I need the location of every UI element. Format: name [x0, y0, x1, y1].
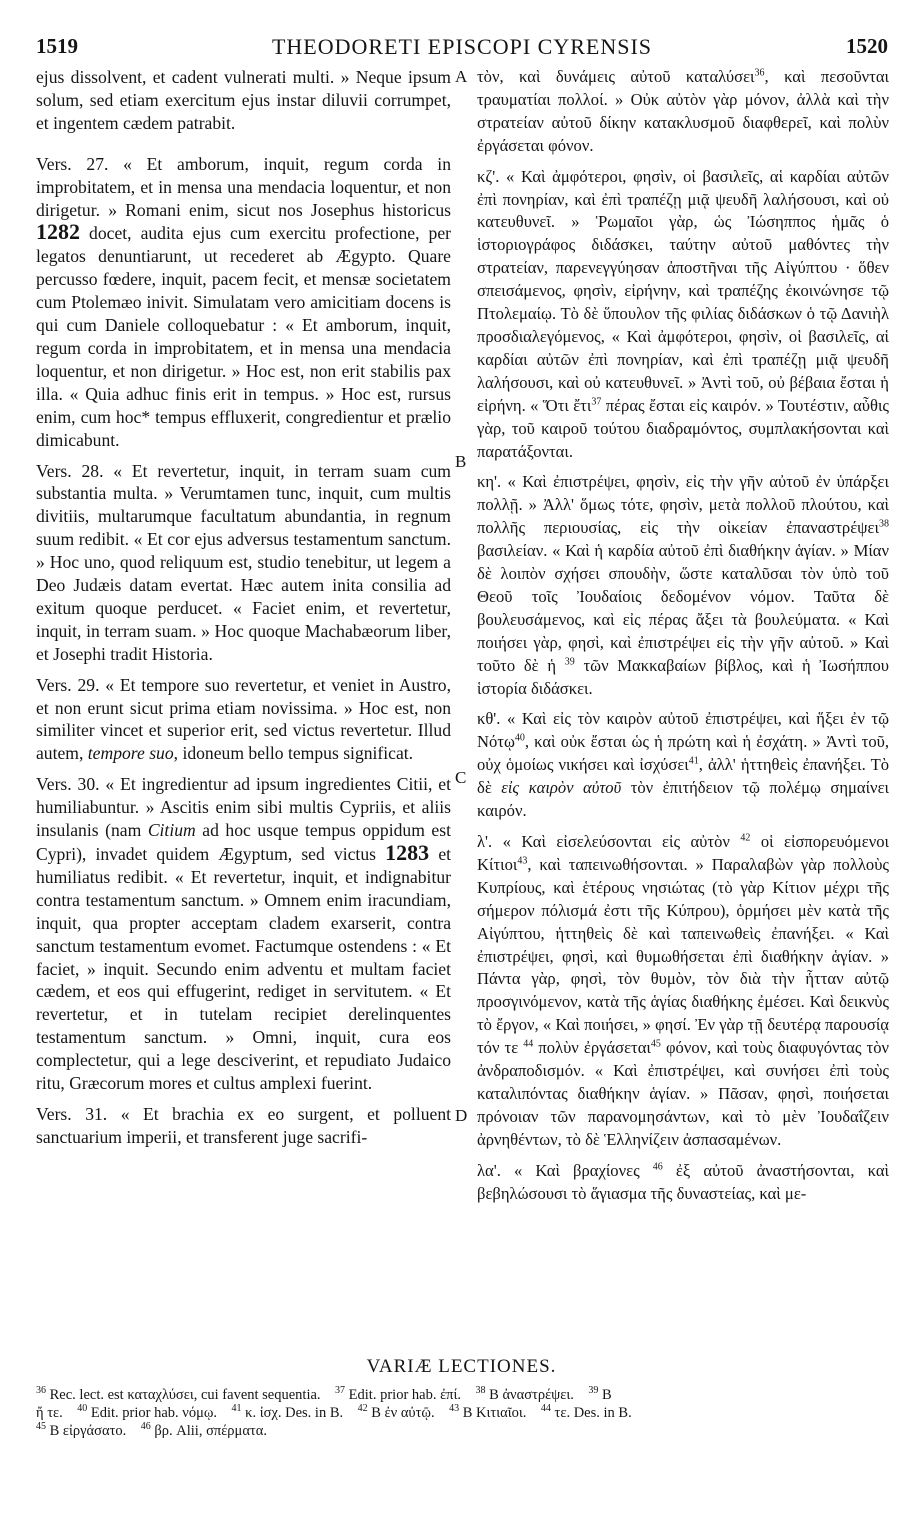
margin-mark-d: D — [455, 1106, 468, 1125]
notes-line — [36, 1386, 888, 1404]
note-number: 40 — [77, 1403, 88, 1415]
page-header — [36, 34, 888, 64]
note-text: κ. ἰσχ. Des. in B. — [245, 1405, 344, 1421]
margin-mark-c: C — [455, 768, 467, 787]
note-ref: 37 — [591, 396, 602, 408]
greek-column — [477, 66, 889, 1352]
note-number: 46 — [140, 1421, 151, 1433]
note-ref: 38 — [879, 518, 889, 530]
running-title: THEODORETI EPISCOPI CYRENSIS — [271, 34, 653, 59]
latin-paragraph: Vers. 31. « Et brachia ex eo surgent, et polluent sanctuarium imperii, et transferent juge sacrifi- — [36, 1103, 451, 1147]
note-number: 42 — [357, 1403, 368, 1415]
margin-mark-b: B — [455, 452, 467, 471]
note-text: B Κιτιαῖοι. — [462, 1405, 527, 1421]
greek-paragraph: κζ'. « Καὶ ἀμφότεροι, φησὶν, οἱ βασιλεῖς, αἱ καρδίαι αὐτῶν ἐπὶ πονηρίαν, καὶ ἐπὶ τραπέζῃ μιᾷ ψευδῆ λαλήσουσι, καὶ οὐ κατευθυνεῖ. » Ῥωμαῖοι γὰρ, ὡς Ἰώσηππος ἡμᾶς ὁ ἱστοριογράφος διδάσκει, ταύτην αὐτοῦ μαθόντες τὴν στρατείαν, παρενεγγύησαν ἀποστῆναι τῆς Αἰγύπτου · ὅθεν σπεισάμενος, φησὶν, εἰρήνην, καὶ τραπέζης ἐκοινώνησε τῷ Πτολεμαίῳ. Τὸ δὲ ὕπουλον τῆς φιλίας διδάσκων ὁ τῷ Δανιὴλ προσδιαλεγόμενος, « Καὶ ἀμφότεροι, φησὶν, οἱ βασιλεῖς, αἱ καρδίαι αὐτῶν ἐπὶ πονηρίαν, καὶ ἐπὶ τραπέζῃ μιᾷ ψευδῆ λαλήσουσι, καὶ οὐ κατευθυνεῖ. » Ἀντὶ τοῦ, οὐ βέβαια ἔσται ἡ εἰρήνη. « Ὅτι ἔτι$^{37}$ πέρας ἔσται εἰς καιρόν. » Τουτέστιν, αὖθις γὰρ, τοῦ καιροῦ τούτου διαδραμόντος, συμπλακήσονται καὶ παρατάξονται. — [477, 166, 889, 461]
note-text: τε. Des. in B. — [554, 1405, 632, 1421]
note-number: 43 — [449, 1403, 460, 1415]
greek-paragraph: λα'. « Καὶ βραχίονες $^{46}$ ἐξ αὐτοῦ ἀναστήσονται, καὶ βεβηλώσουσι τὸ ἅγιασμα τῆς δυναστείας, καὶ με- — [477, 1160, 889, 1203]
note-text: Edit. prior hab. ἐπί. — [348, 1387, 462, 1403]
note-ref: 39 — [564, 656, 575, 668]
note-ref: 44 — [523, 1038, 534, 1050]
note-ref: 42 — [740, 832, 751, 844]
page-number-left: 1519 — [36, 34, 78, 58]
note-text: ἤ τε. — [36, 1405, 63, 1421]
latin-paragraph: Vers. 28. « Et revertetur, inquit, in terram suam cum substantia multa. » Verumtamen tunc, inquit, cum multis divitiis, multarumque facultatum abundantia, in regnum suum redibit. « Et cor ejus adversus testamentum sanctum. » Hoc uno, quod reliquum est, studio tenebitur, ut legem a Deo Judæis datam evertat. Hæc autem inita consilia ad exitum quoque perducet. « Faciet enim, et revertetur, inquit, in terram suam. » Hoc quoque Machabæorum liber, et Josephi tradit Historia. — [36, 460, 451, 664]
latin-paragraph: Vers. 30. « Et ingredientur ad ipsum ingredientes Citii, et humiliabuntur. » Ascitis enim sibi multis Cypriis, et aliis insulanis (nam Citium ad hoc usque tempus oppidum est Cypri), invadet quidem Ægyptum, sed victus 1283 et humiliatus redibit. « Et revertetur, inquit, et indignabitur contra testamentum sanctum. » Omnem enim iracundiam, inquit, qua propter acceptam cladem exarserit, contra sanctum testamentum evomet. Factumque ostendens : « Et faciet, » inquit. Secundo enim adventu et multam faciet cædem, et eos qui effugerint, rediget in servitutem. « Et revertetur, et in tutelam recipiet derelinquentes testamentum sanctum. » Omni, inquit, cura eos complectetur, qui a lege desciverint, et repudiato Judaico ritu, Græcorum mores et cultus amplexi fuerint. — [36, 774, 451, 1094]
note-ref: 41 — [688, 755, 699, 767]
note-text: B ἐν αὐτῷ. — [371, 1405, 435, 1421]
note-ref: 36 — [754, 67, 765, 79]
note-number: 41 — [231, 1403, 242, 1415]
latin-paragraph: Vers. 29. « Et tempore suo revertetur, et veniet in Austro, et non erunt sicut prima etiam novissima. » Hoc est, non similiter vincet et superior erit, sed victus revertetur. Illud autem, tempore suo, idoneum bello tempus significat. — [36, 674, 451, 764]
note-number: 38 — [475, 1385, 486, 1397]
notes-line — [36, 1404, 888, 1422]
greek-paragraph: κη'. « Καὶ ἐπιστρέψει, φησὶν, εἰς τὴν γῆν αὐτοῦ ἐν ὑπάρξει πολλῇ. » Ἀλλ' ὅμως τότε, φησὶν, μετὰ πολλοῦ πλούτου, καὶ πολλῆς περιουσίας, εἰς τὴν οἰκείαν ἐπαναστρέψει$^{38}$ βασιλείαν. « Καὶ ἡ καρδία αὐτοῦ ἐπὶ διαθήκην ἁγίαν. » Μίαν δὲ λοιπὸν σχήσει σπουδὴν, ὥστε καταλῦσαι τὸν ὑπὸ τοῦ Θεοῦ τοῖς Ἰουδαίοις δεδομένον νόμον. Ταῦτα δὲ βουλευσάμενος, καὶ εἰς πέρας ἄξει τὰ βουλεύματα. « Καὶ ποιήσει γὰρ, φησὶ, καὶ ἐπιστρέψει εἰς τὴν γῆν αὐτοῦ. » Καὶ τοῦτο δὲ ἡ $^{39}$ τῶν Μακκαβαίων βίβλος, καὶ ἡ Ἰωσήππου ἱστορία διδάσκει. — [477, 472, 889, 698]
margin-mark-a: A — [455, 67, 468, 86]
greek-paragraph: τὸν, καὶ δυνάμεις αὐτοῦ καταλύσει$^{36}$, καὶ πεσοῦνται τραυματίαι πολλοί. » Οὐκ αὐτὸν γὰρ μόνον, ἀλλὰ καὶ τὴν στρατείαν αὐτοῦ δίκην κατακλυσμοῦ διαφθερεῖ, καὶ πολὺν ἐργάσεται φόνον. — [477, 67, 889, 155]
note-number: 45 — [36, 1421, 46, 1433]
latin-column — [36, 66, 451, 1352]
note-text: B — [602, 1387, 612, 1403]
notes-line — [36, 1422, 888, 1440]
greek-paragraph: κθ'. « Καὶ εἰς τὸν καιρὸν αὐτοῦ ἐπιστρέψει, καὶ ἥξει ἐν τῷ Νότῳ$^{40}$, καὶ οὐκ ἔσται ὡς ἡ πρώτη καὶ ἡ ἐσχάτη. » Ἀντὶ τοῦ, οὐχ ὁμοίως νικήσει καὶ ἰσχύσει$^{41}$, ἀλλ' ἡττηθεὶς ἐπανήξει. Τὸ δὲ εἰς καιρὸν αὐτοῦ τὸν ἐπιτήδειον τῷ πολέμῳ σημαίνει καιρόν. — [477, 709, 889, 821]
page-number-right: 1520 — [846, 34, 888, 58]
column-number: 1283 — [385, 840, 430, 865]
latin-paragraph: ejus dissolvent, et cadent vulnerati multi. » Neque ipsum solum, sed etiam exercitum ejus instar diluvii corrumpet, et ingentem cædem patrabit. — [36, 67, 451, 133]
note-ref: 45 — [650, 1038, 661, 1050]
note-ref: 46 — [652, 1161, 663, 1173]
greek-paragraph: λ'. « Καὶ εἰσελεύσονται εἰς αὐτὸν $^{42}$ οἱ εἰσπορευόμενοι Κίτιοι$^{43}$, καὶ ταπεινωθήσονται. » Παραλαβὼν γὰρ πολλοὺς Κυπρίους, καὶ ἑτέρους νησιώτας (τὸ γὰρ Κίτιον μέχρι τῆς σήμερον πόλισμά ἐστι τῆς Κύπρου), ὁρμήσει μὲν κατὰ τῆς Αἰγύπτου, ἡττηθεὶς δὲ καὶ ταπεινωθεὶς ἐπανήξει. « Καὶ ἐπιστρέψει, φησὶ, καὶ θυμωθήσεται ἐπὶ διαθήκην ἁγίαν. » Πάντα γὰρ, φησὶ, τὸν θυμὸν, τὸν διὰ τὴν ἧτταν αὐτῷ προσγινόμενον, κατὰ τῆς ἁγίας διαθήκης ἐμέσει. Καὶ δεικνὺς τὸ ἔργον, « Καὶ ποιήσει, » φησί. Ἐν γὰρ τῇ δευτέρᾳ παρουσίᾳ τόν τε $^{44}$ πολὺν ἐργάσεται$^{45}$ φόνον, καὶ τοὺς διαφυγόντας τὸν ἀνδραποδισμόν. « Καὶ ἐπιστρέψει, καὶ συνήσει ἐπὶ τοὺς καταλιπόντας διαθήκην ἁγίαν. » Πᾶσαν, φησὶ, ποιήσεται πρόνοιαν τῶν παρανομησάντων, καὶ τὸ μὲν Ἰουδαΐζειν ἀρνηθέντων, τὸ δὲ Ἑλληνίζειν ἀσπασαμένων. — [477, 832, 889, 1149]
note-text: B ἀναστρέψει. — [489, 1387, 574, 1403]
latin-paragraph: Vers. 27. « Et amborum, inquit, regum corda in improbitatem, et in mensa una mendacia loquentur, et non dirigetur. » Romani enim, sicut nos Josephus historicus 1282 docet, audita ejus cum exercitu profectione, per legatos denuntiarunt, ut recederet ab Ægypto. Quare percusso fœdere, inquit, pacem fecit, et mensæ societatem cum Ptolemæo inivit. Simulatam vero amicitiam docens is qui cum Daniele colloquebatur : « Et amborum, inquit, regum corda in improbitatem, et in mensa una mendacia loquentur, et non dirigetur. » Hoc est, non erit stabilis pax illa. « Quia adhuc finis erit in tempus. » Hoc est, rursus enim, cum hoc* tempus effluxerit, congredientur et prælio dimicabunt. — [36, 153, 451, 450]
note-text: B εἰργάσατο. — [49, 1423, 127, 1439]
note-number: 36 — [36, 1385, 46, 1397]
note-text: Rec. lect. est καταχλύσει, cui favent sequentia. — [49, 1387, 321, 1403]
column-number: 1282 — [36, 219, 80, 245]
note-ref: 40 — [514, 732, 525, 744]
variae-lectiones — [36, 1386, 888, 1440]
note-text: βρ. Alii, σπέρματα. — [154, 1423, 267, 1439]
note-text: Edit. prior hab. νόμῳ. — [90, 1405, 218, 1421]
note-number: 37 — [335, 1385, 346, 1397]
note-number: 39 — [588, 1385, 599, 1397]
note-number: 44 — [540, 1403, 551, 1415]
note-ref: 43 — [517, 855, 528, 867]
variae-lectiones-title: VARIÆ LECTIONES. — [366, 1356, 557, 1377]
